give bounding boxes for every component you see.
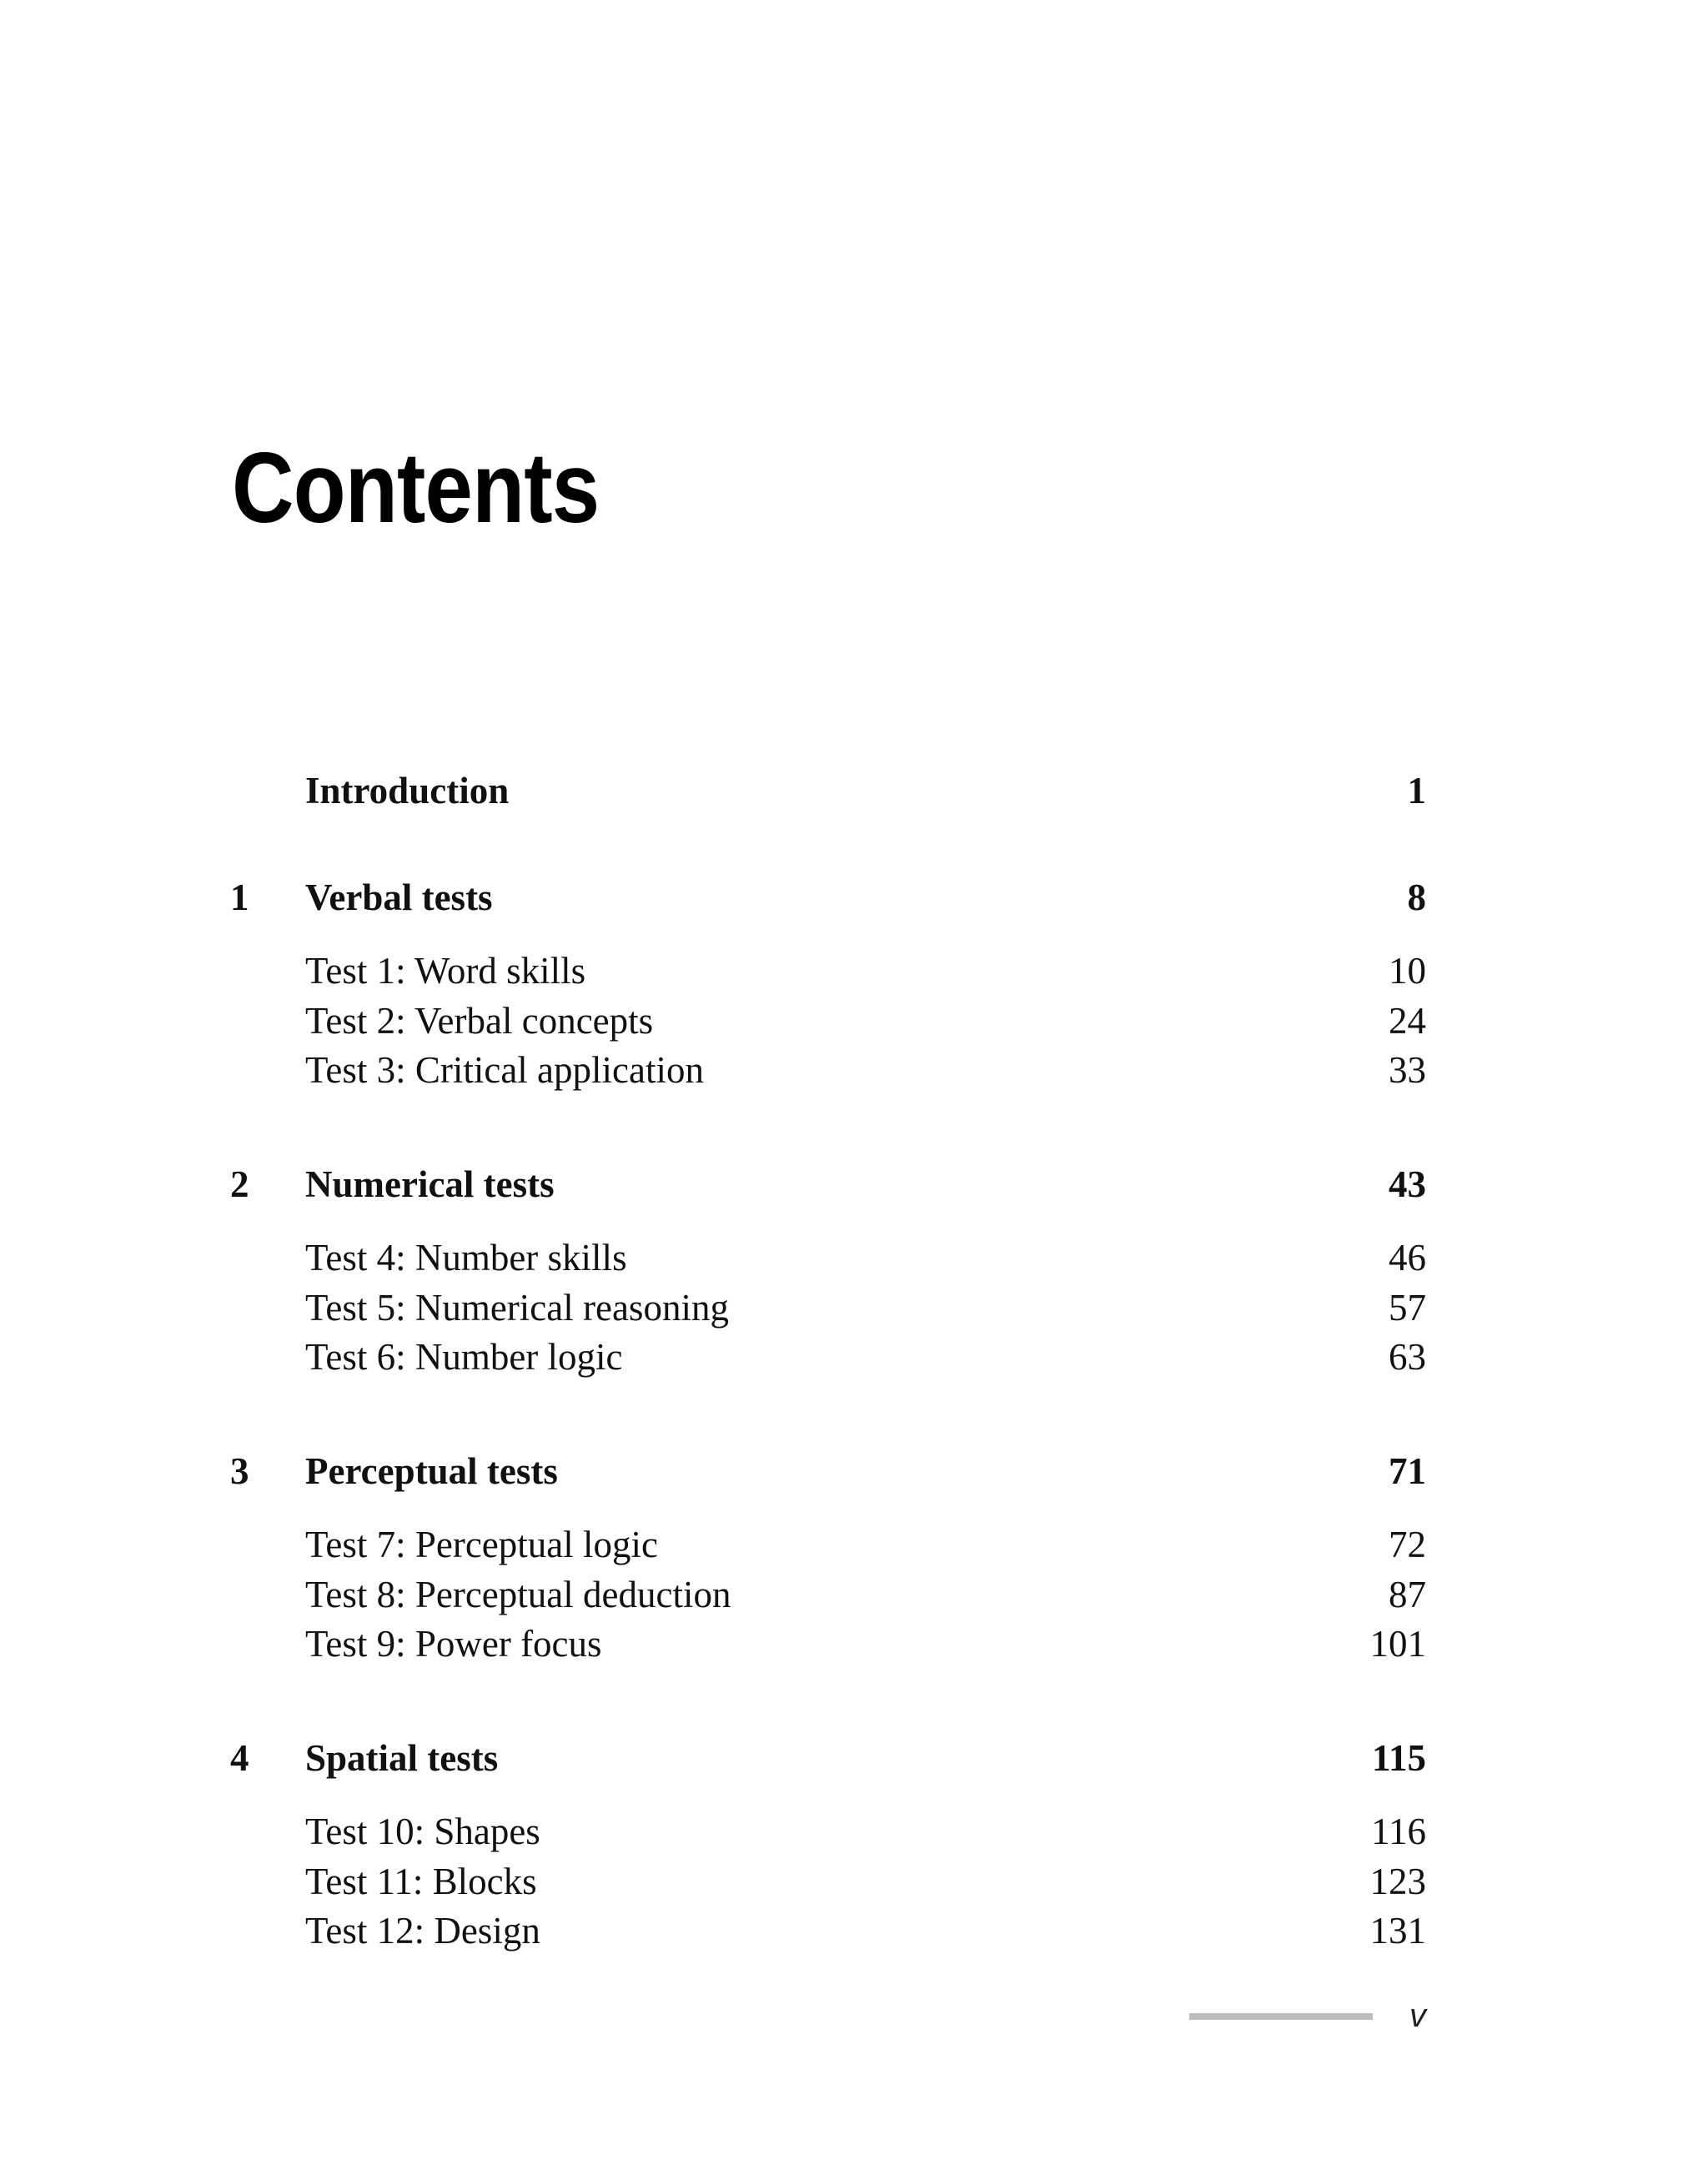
toc-entry-label: Test 10: Shapes xyxy=(305,1811,540,1852)
page-folio: v xyxy=(1409,1997,1426,2034)
chapter-title: Perceptual tests xyxy=(305,1450,558,1492)
toc-entry-label: Test 2: Verbal concepts xyxy=(305,1000,654,1042)
toc-entry-page: 101 xyxy=(1369,1623,1426,1665)
toc-entry-page: 131 xyxy=(1369,1910,1426,1951)
toc-entry-test-1[interactable] xyxy=(0,946,1708,996)
toc-entry-label: Test 3: Critical application xyxy=(305,1049,704,1091)
toc-entry-introduction[interactable] xyxy=(0,766,1708,816)
toc-entry-test-11[interactable] xyxy=(0,1856,1708,1906)
toc-entry-page: 33 xyxy=(1389,1049,1426,1091)
toc-entry-label: Test 6: Number logic xyxy=(305,1336,623,1378)
toc-entry-page: 24 xyxy=(1389,1000,1426,1042)
chapter-page: 8 xyxy=(1407,877,1426,918)
toc-entry-test-4[interactable] xyxy=(0,1233,1708,1283)
toc-chapter-4[interactable] xyxy=(0,1733,1708,1783)
toc-chapter-3[interactable] xyxy=(0,1446,1708,1496)
toc-entry-test-12[interactable] xyxy=(0,1906,1708,1956)
chapter-title: Verbal tests xyxy=(305,877,493,918)
chapter-page: 71 xyxy=(1389,1450,1426,1492)
toc-entry-label: Test 11: Blocks xyxy=(305,1861,537,1902)
toc-entry-page: 46 xyxy=(1389,1237,1426,1278)
toc-entry-label: Test 1: Word skills xyxy=(305,950,586,992)
toc-entry-page: 63 xyxy=(1389,1336,1426,1378)
toc-entry-label: Test 8: Perceptual deduction xyxy=(305,1574,731,1615)
chapter-page: 115 xyxy=(1371,1737,1426,1779)
toc-chapter-1[interactable] xyxy=(0,872,1708,922)
toc-entry-page: 116 xyxy=(1371,1811,1426,1852)
toc-entry-test-8[interactable] xyxy=(0,1570,1708,1620)
chapter-number: 2 xyxy=(230,1163,249,1205)
chapter-number: 1 xyxy=(230,877,249,918)
chapter-number: 4 xyxy=(230,1737,249,1779)
toc-entry-test-10[interactable] xyxy=(0,1806,1708,1856)
toc-entry-label: Test 9: Power focus xyxy=(305,1623,602,1665)
toc-entry-page: 123 xyxy=(1369,1861,1426,1902)
toc-entry-page: 87 xyxy=(1389,1574,1426,1615)
toc-entry-label: Test 7: Perceptual logic xyxy=(305,1524,658,1565)
footer-rule xyxy=(1189,2013,1373,2020)
chapter-number: 3 xyxy=(230,1450,249,1492)
chapter-page: 43 xyxy=(1389,1163,1426,1205)
toc-entry-page: 10 xyxy=(1389,950,1426,992)
toc-entry-label: Test 12: Design xyxy=(305,1910,540,1951)
toc-entry-test-5[interactable] xyxy=(0,1283,1708,1333)
toc-entry-label: Test 4: Number skills xyxy=(305,1237,627,1278)
page-title: Contents xyxy=(232,432,600,544)
toc-chapter-2[interactable] xyxy=(0,1159,1708,1209)
chapter-title: Numerical tests xyxy=(305,1163,555,1205)
toc-entry-label: Introduction xyxy=(305,770,510,811)
toc-entry-page: 57 xyxy=(1389,1287,1426,1329)
toc-entry-page: 72 xyxy=(1389,1524,1426,1565)
toc-entry-page: 1 xyxy=(1407,770,1426,811)
toc-entry-test-2[interactable] xyxy=(0,996,1708,1046)
toc-entry-test-7[interactable] xyxy=(0,1520,1708,1570)
toc-entry-label: Test 5: Numerical reasoning xyxy=(305,1287,729,1329)
chapter-title: Spatial tests xyxy=(305,1737,499,1779)
toc-entry-test-6[interactable] xyxy=(0,1332,1708,1382)
toc-entry-test-9[interactable] xyxy=(0,1619,1708,1669)
toc-entry-test-3[interactable] xyxy=(0,1045,1708,1095)
